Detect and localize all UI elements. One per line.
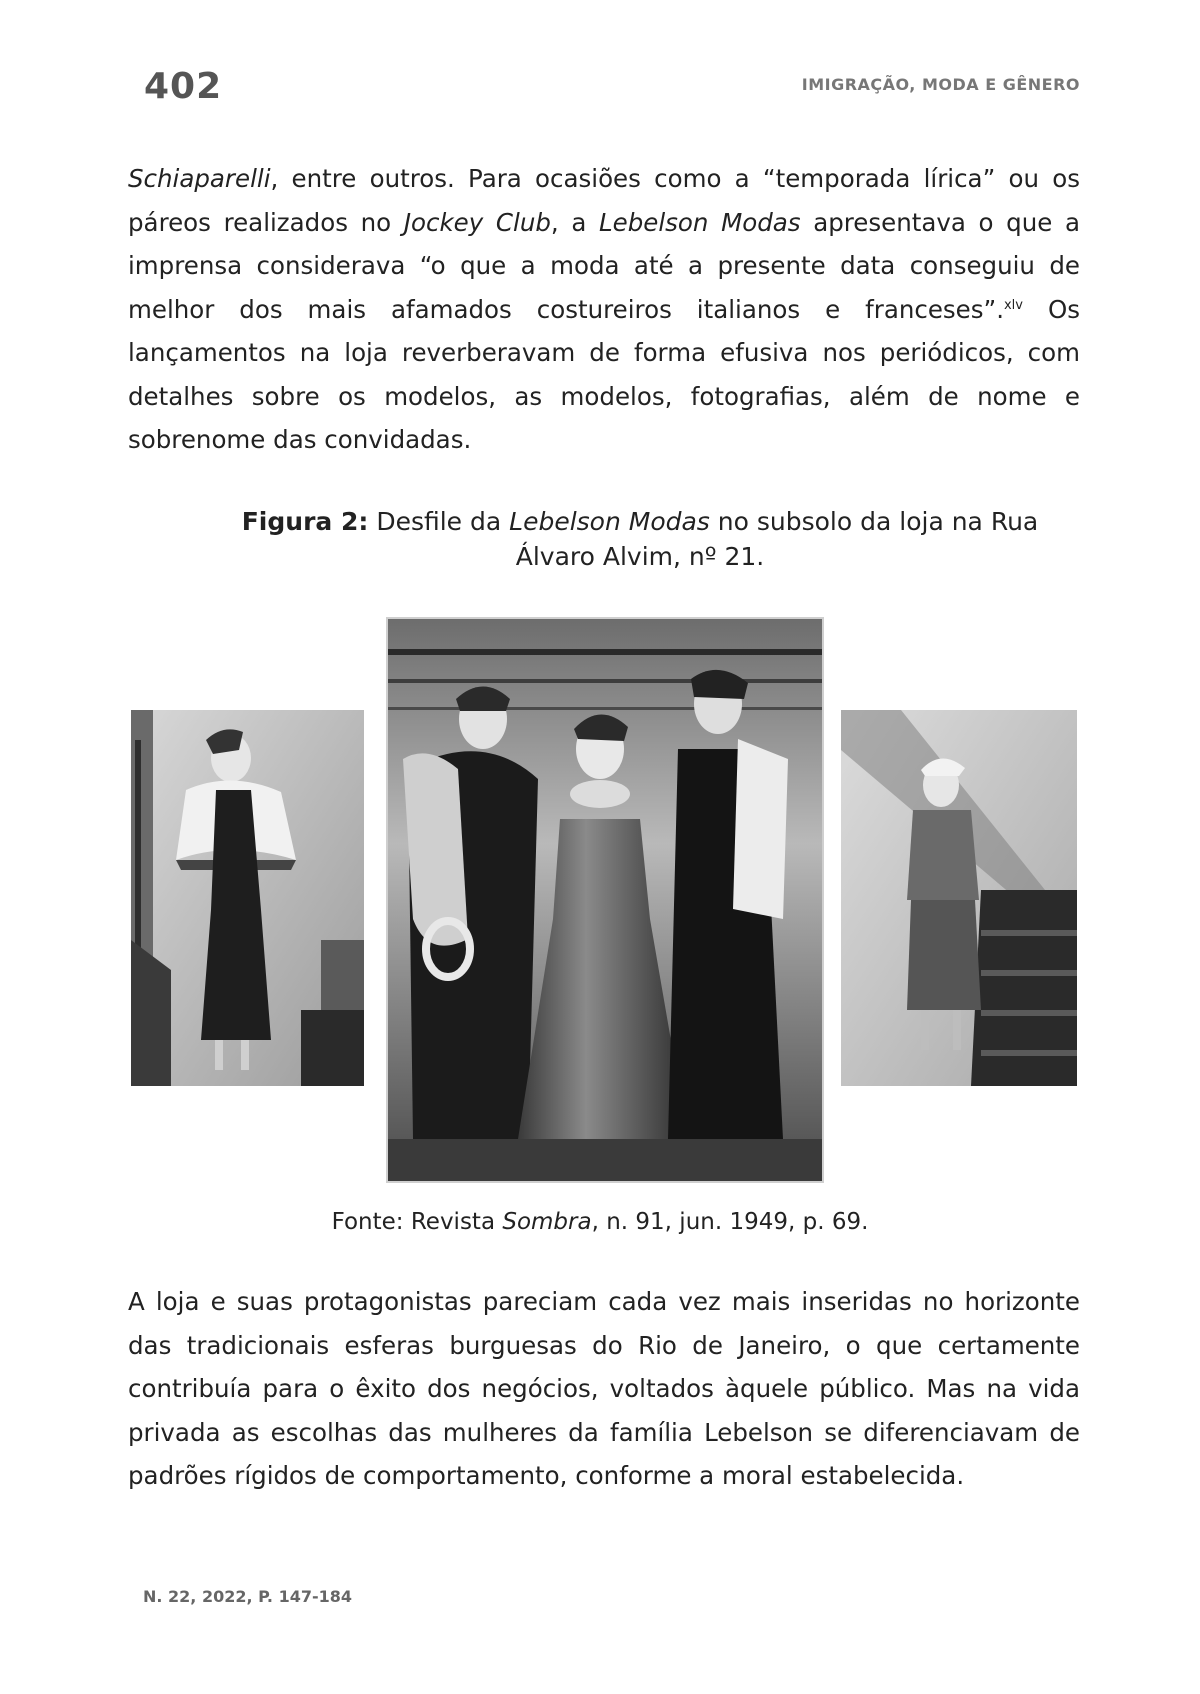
figure-label: Figura 2: (241, 507, 369, 536)
photo-center-three-models (386, 617, 824, 1183)
italic-term: Schiaparelli (128, 164, 271, 193)
body-paragraph-2: A loja e suas protagonistas pareciam cada vez mais inseridas no horizonte das tradicionais esferas burguesas do Rio de Janeiro, o que certamente contribuía para o êxito dos negócios, voltados àquele público. Mas na vida privada as escolhas das mulheres da família Lebelson se diferenciavam de padrões rígidos de comportamento, conforme a moral estabelecida. (128, 1287, 1080, 1490)
page-number: 402 (144, 66, 223, 107)
photo-left-model-cape (131, 710, 364, 1086)
caption-italic: Lebelson Modas (509, 507, 710, 536)
running-title: IMIGRAÇÃO, MODA E GÊNERO (801, 75, 1080, 94)
italic-term: Lebelson Modas (599, 207, 801, 237)
caption-text: no subsolo da loja na Rua Álvaro Alvim, nº 21. (515, 507, 1039, 571)
endnote-marker[interactable]: xlv (1003, 297, 1023, 313)
italic-term: Jockey Club (403, 207, 551, 237)
source-text: , n. 91, jun. 1949, p. 69. (591, 1209, 869, 1235)
source-text: Fonte: Revista (331, 1209, 503, 1235)
paragraph-text: , entre outros. Para ocasiões como a “temporada lírica” ou os páreos realizados no (128, 164, 1080, 237)
paragraph-text: , a (550, 207, 600, 237)
source-italic: Sombra (502, 1209, 592, 1235)
paragraph-text: apresentava o que a imprensa considerava “o que a moda até a presente data conseguiu de melhor dos mais afamados costureiros italianos e franceses”. (128, 207, 1080, 324)
figure-source (200, 1209, 1000, 1235)
body-paragraph-1 (128, 157, 1080, 462)
footer-citation: N. 22, 2022, P. 147-184 (143, 1587, 353, 1606)
photo-right-model-suit (841, 710, 1077, 1086)
paragraph-text: Os lançamentos na loja reverberavam de forma efusiva nos periódicos, com detalhes sobre os modelos, as modelos, fotografias, além de nome e sobrenome das convidadas. (128, 294, 1080, 454)
caption-text: Desfile da (368, 507, 510, 536)
figure-caption (240, 504, 1040, 574)
